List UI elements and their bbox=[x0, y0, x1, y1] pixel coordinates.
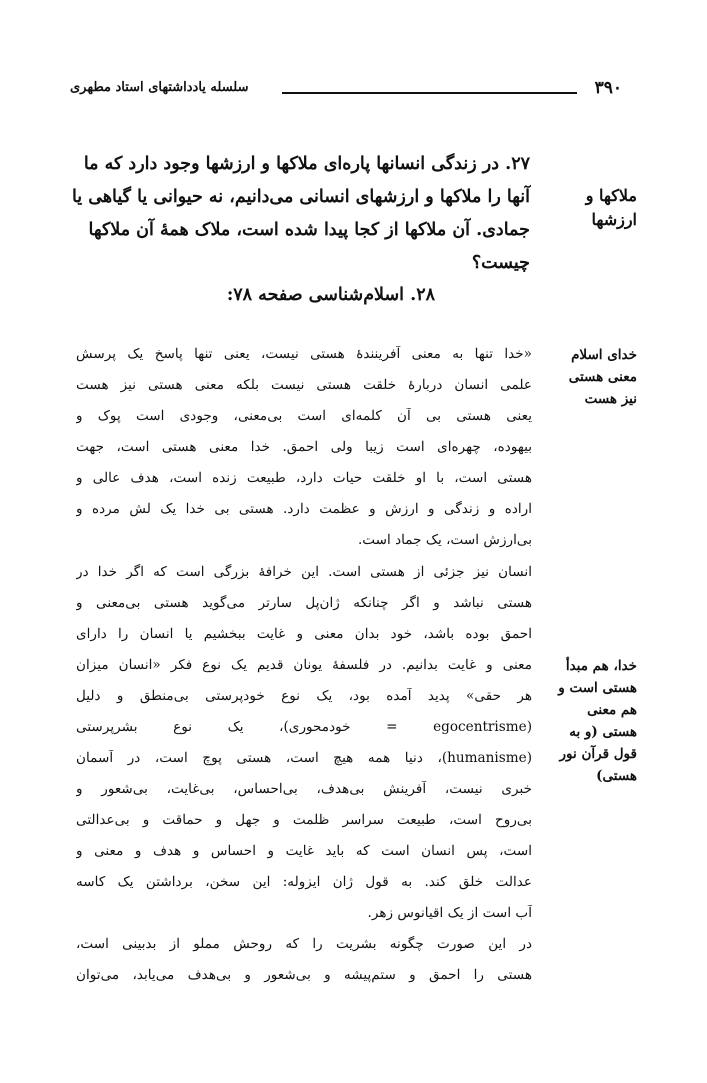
side-note-line: خدا، هم مبدأ bbox=[565, 658, 637, 674]
side-note-line: قول قرآن نور bbox=[559, 746, 637, 762]
body-line: خبری نیست، آفرینش بی‌هدف، بی‌احساس، بی‌غایت، بی‌شعور و bbox=[76, 781, 532, 797]
body-line: در این صورت چگونه بشریت را که روحش مملو از بدبینی است، bbox=[76, 936, 532, 952]
body-line: معنی و غایت بدانیم. در فلسفهٔ یونان قدیم یک نوع فکر «انسان میزان bbox=[76, 657, 532, 673]
margin-note-values bbox=[586, 184, 637, 232]
side-note-line: معنی هستی bbox=[568, 369, 637, 385]
body-line: یعنی هستی بی آن کلمه‌ای است بی‌معنی، وجودی است پوک و bbox=[76, 408, 532, 424]
side-note-line: خدای اسلام bbox=[571, 347, 637, 363]
item-27-line: چیست؟ bbox=[471, 253, 530, 273]
item-28-heading: ۲۸. اسلام‌شناسی صفحه ۷۸: bbox=[226, 285, 435, 305]
item-28 bbox=[70, 285, 530, 311]
side-note-god-meaning bbox=[569, 344, 637, 410]
item-27-text bbox=[70, 154, 530, 284]
body-line: اراده و زندگی و ارزش و عظمت دارد. هستی بی خدا یک لش مرده و bbox=[76, 501, 532, 517]
item-27-line: آنها را ملاکها و ارزشهای انسانی می‌دانیم، نه حیوانی یا گیاهی یا bbox=[71, 187, 530, 207]
side-note-line: هستی است و bbox=[558, 680, 637, 696]
item-27-line: ۲۷. در زندگی انسانها پاره‌ای ملاکها و ارزشها وجود دارد که ما bbox=[83, 154, 530, 174]
side-note-line: نیز هست bbox=[584, 391, 637, 407]
body-line: احمق بوده باشد، خود بدان معنی و غایت ببخشیم یا انسان را دارای bbox=[76, 626, 532, 642]
body-line: هستی است، با او خلقت حیات دارد، طبیعت زنده است، هدف عالی و bbox=[76, 470, 532, 486]
header-rule bbox=[282, 92, 577, 94]
body-line: است، پس انسان است که باید غایت و احساس و هدف و معنی و bbox=[76, 843, 532, 859]
margin-note-line: ارزشها bbox=[591, 210, 637, 229]
body-line: هر حقی» پدید آمده بود، یک نوع خودپرستی بی‌منطق و دلیل bbox=[76, 688, 532, 704]
side-note-line: هم معنی bbox=[587, 702, 637, 718]
body-line: بی‌ارزش است، یک جماد است. bbox=[357, 532, 532, 548]
side-note-line: هستی (و به bbox=[569, 724, 637, 740]
body-line: آب است از یک اقیانوس زهر. bbox=[367, 905, 532, 921]
body-line: بیهوده، چهره‌ای است زیبا ولی احمق. خدا معنی هستی است، جهت bbox=[76, 439, 532, 455]
quotation-body bbox=[76, 346, 532, 1006]
body-line: انسان نیز جزئی از هستی است. این خرافهٔ بزرگی است که اگر خدا در bbox=[76, 564, 532, 580]
page-number: ۳۹۰ bbox=[594, 78, 622, 98]
body-line: هستی نباشد و اگر چنانکه ژان‌پل سارتر می‌گوید هستی بی‌معنی و bbox=[76, 595, 532, 611]
body-line: هستی را احمق و ستم‌پیشه و بی‌شعور و بی‌هدف می‌یابد، می‌توان bbox=[76, 967, 532, 983]
running-title: سلسله یادداشتهای استاد مطهری bbox=[70, 80, 249, 95]
body-line: (humanisme)، دنیا همه هیچ است، هستی پوچ است، در آسمان bbox=[76, 750, 532, 766]
body-line: «خدا تنها به معنی آفرینندهٔ هستی نیست، یعنی تنها پاسخ یک پرسش bbox=[76, 346, 532, 362]
page-header bbox=[70, 78, 622, 102]
item-27-line: جمادی. آن ملاکها از کجا پیدا شده است، ملاک همهٔ آن ملاکها bbox=[88, 220, 530, 240]
margin-note-line: ملاکها و bbox=[585, 186, 637, 205]
body-line: بی‌روح است، طبیعت سراسر ظلمت و جهل و حماقت و بی‌عدالتی bbox=[76, 812, 532, 828]
body-line: (egocentrisme = خودمحوری)، یک نوع بشرپرستی bbox=[76, 719, 532, 735]
body-line: عدالت خلق کند. به قول ژان ایزوله: این سخن، برداشتن یک کاسه bbox=[76, 874, 532, 890]
side-note-line: هستی) bbox=[596, 768, 637, 784]
body-line: علمی انسان دربارهٔ خلقت هستی نیست بلکه معنی هستی نیز هست bbox=[76, 377, 532, 393]
side-note-god-origin bbox=[558, 655, 637, 787]
